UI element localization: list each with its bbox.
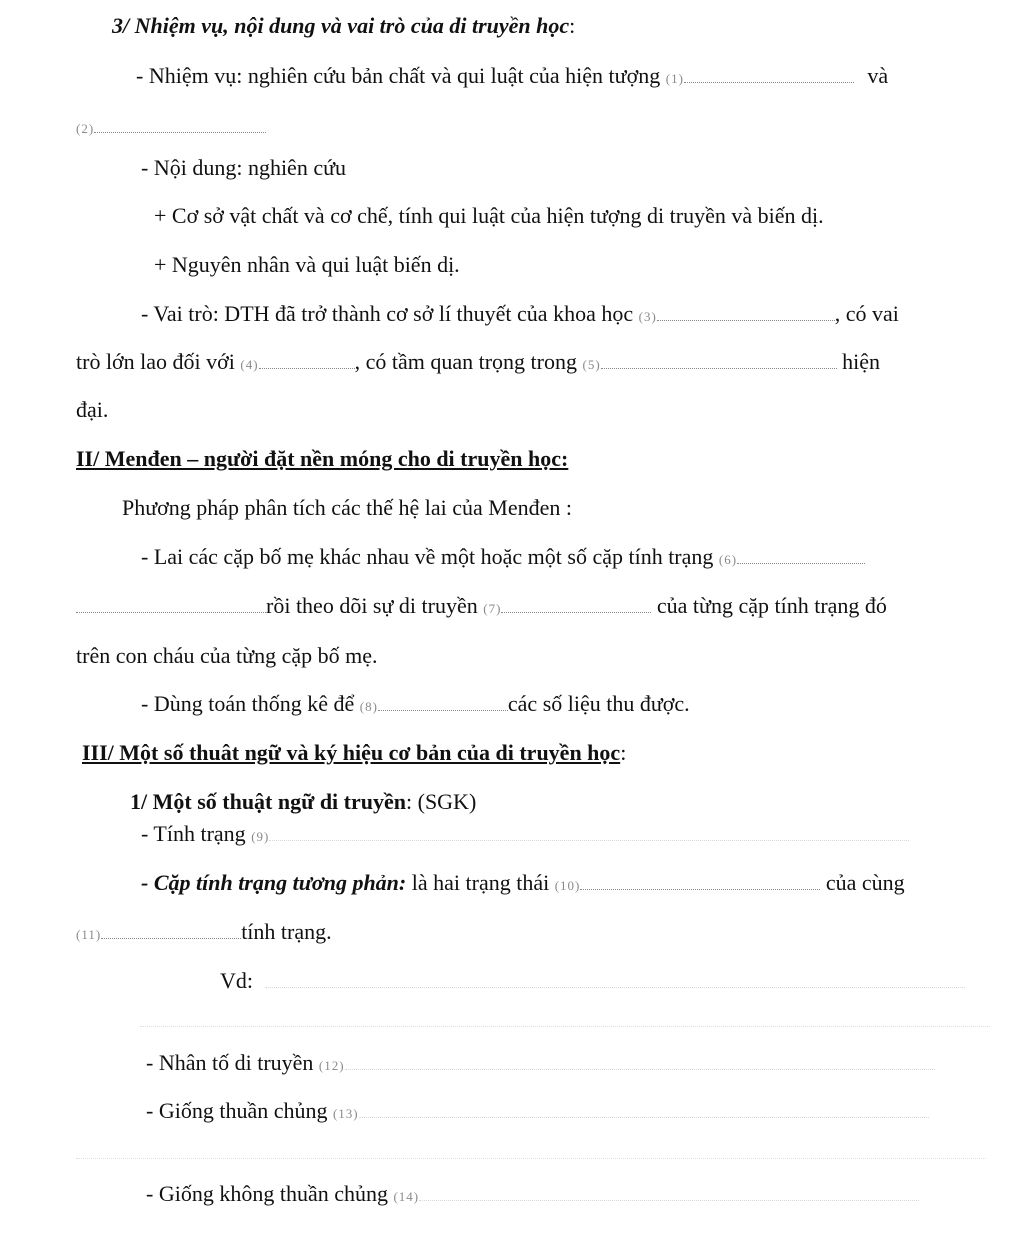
blank-number-8: (8) — [359, 699, 378, 714]
blank-number-11: (11) — [76, 927, 102, 942]
section-iii-heading — [82, 739, 626, 767]
blank-9[interactable] — [269, 822, 909, 841]
trait-line — [141, 820, 909, 851]
blank-13[interactable] — [359, 1099, 929, 1118]
stat-line — [141, 690, 690, 721]
blank-number-14: (14) — [393, 1189, 420, 1204]
blank-number-6: (6) — [718, 552, 738, 567]
impure-line — [146, 1180, 919, 1211]
role-line-1 — [141, 300, 899, 331]
content-title: - Nội dung: nghiên cứu — [141, 155, 347, 180]
blank-number-4: (4) — [240, 357, 259, 372]
task-line-2 — [76, 112, 266, 143]
blank-12[interactable] — [345, 1051, 935, 1070]
blank-4[interactable] — [259, 350, 355, 369]
pure-blank-line-2[interactable] — [76, 1158, 986, 1159]
section-3-title: 3/ Nhiệm vụ, nội dung và vai trò của di truyền học — [112, 13, 570, 38]
blank-7[interactable] — [501, 594, 651, 613]
trait-text: - Tính trạng — [141, 821, 246, 846]
role-text-d: , có tầm quan trọng trong — [354, 349, 577, 374]
content-item-2: + Nguyên nhân và qui luật biến dị. — [154, 252, 460, 277]
example-blank-line-2[interactable] — [140, 1026, 990, 1027]
cross-text-a: - Lai các cặp bố mẹ khác nhau về một hoặc một số cặp tính trạng — [141, 544, 714, 569]
subsection-1-suffix: : (SGK) — [406, 789, 477, 814]
section-3-colon: : — [569, 13, 576, 38]
blank-10[interactable] — [580, 871, 820, 890]
example-label: Vd: — [220, 968, 253, 993]
pair-line-1 — [141, 869, 905, 900]
section-3-heading — [112, 12, 575, 40]
cross-line-1 — [141, 543, 865, 574]
task-and: và — [867, 63, 889, 88]
stat-text-b: các số liệu thu được. — [507, 691, 690, 716]
blank-number-10: (10) — [554, 878, 581, 893]
blank-number-3: (3) — [638, 309, 657, 324]
role-text-b: , có vai — [834, 301, 899, 326]
pure-line — [146, 1097, 929, 1128]
cross-text-d: trên con cháu của từng cặp bố mẹ. — [76, 643, 378, 668]
blank-6-continued[interactable] — [76, 594, 266, 613]
example-line — [220, 967, 965, 995]
cross-text-c: của từng cặp tính trạng đó — [656, 593, 887, 618]
factor-line — [146, 1049, 935, 1080]
factor-text: - Nhân tố di truyền — [146, 1050, 314, 1075]
cross-line-2 — [76, 592, 887, 623]
subsection-1-heading — [130, 788, 476, 816]
method-text: Phương pháp phân tích các thế hệ lai của Menđen : — [122, 495, 572, 520]
pair-end-text-2: tính trạng. — [241, 919, 332, 944]
task-line — [136, 62, 888, 93]
role-text-c: trò lớn lao đối với — [76, 349, 235, 374]
stat-text-a: - Dùng toán thống kê để — [141, 691, 355, 716]
blank-5[interactable] — [601, 350, 837, 369]
blank-11[interactable] — [101, 920, 241, 939]
cross-text-b: rồi theo dõi sự di truyền — [266, 593, 478, 618]
task-text: - Nhiệm vụ: nghiên cứu bản chất và qui luật của hiện tượng — [136, 63, 661, 88]
role-text-a: - Vai trò: DTH đã trở thành cơ sở lí thuyết của khoa học — [141, 301, 634, 326]
blank-8[interactable] — [378, 692, 508, 711]
blank-3[interactable] — [657, 302, 835, 321]
section-iii-title: III/ Một số thuât ngữ và ký hiệu cơ bản của di truyền học — [82, 740, 621, 765]
pair-text: là hai trạng thái — [411, 870, 550, 895]
blank-6[interactable] — [737, 545, 865, 564]
blank-2[interactable] — [94, 114, 266, 133]
pair-line-2 — [76, 918, 332, 949]
blank-14[interactable] — [419, 1182, 919, 1201]
section-ii-title: II/ Menđen – người đặt nền móng cho di truyền học: — [76, 446, 569, 471]
blank-1[interactable] — [684, 64, 854, 83]
role-text-e: hiện — [842, 349, 881, 374]
blank-number-13: (13) — [332, 1106, 359, 1121]
role-text-f: đại. — [76, 397, 109, 422]
blank-number-5: (5) — [582, 357, 601, 372]
pure-text: - Giống thuần chủng — [146, 1098, 328, 1123]
blank-number-9: (9) — [251, 829, 270, 844]
role-line-2 — [76, 348, 880, 379]
content-item-1: + Cơ sở vật chất và cơ chế, tính qui luật của hiện tượng di truyền và biến dị. — [154, 203, 824, 228]
section-iii-colon: : — [620, 740, 627, 765]
blank-number-2: (2) — [76, 121, 95, 136]
pair-end-text: của cùng — [825, 870, 905, 895]
pair-label: - Cặp tính trạng tương phản: — [141, 870, 407, 895]
example-blank[interactable] — [265, 969, 965, 988]
blank-number-7: (7) — [483, 601, 502, 616]
blank-number-1: (1) — [665, 71, 684, 86]
impure-text: - Giống không thuần chủng — [146, 1181, 388, 1206]
blank-number-12: (12) — [318, 1058, 345, 1073]
subsection-1-title: 1/ Một số thuật ngữ di truyền — [130, 789, 406, 814]
